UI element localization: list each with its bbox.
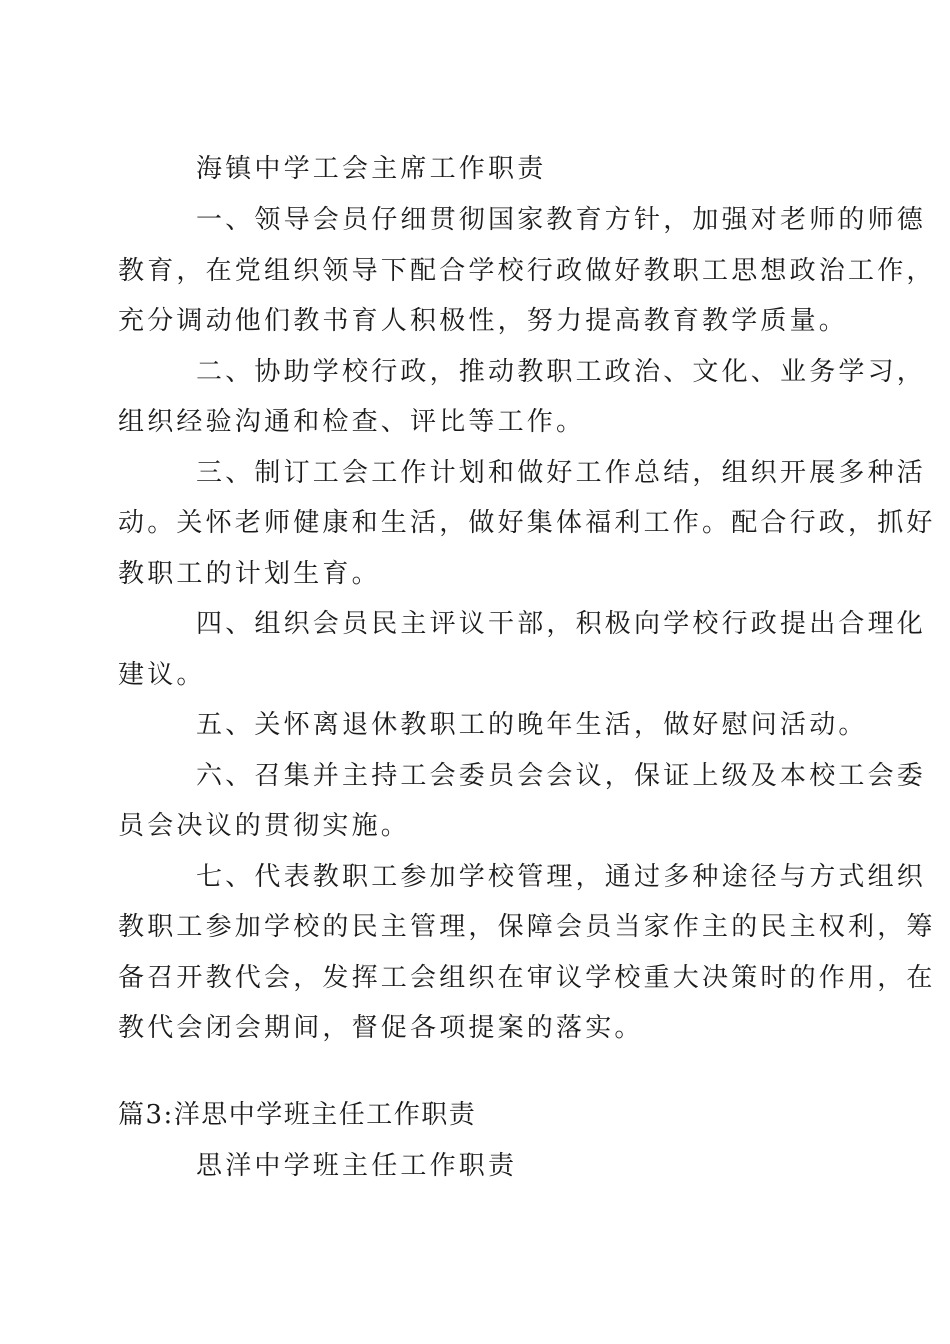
paragraph-2-line-1: 二、协助学校行政，推动教职工政治、文化、业务学习，: [196, 357, 927, 387]
part-heading: 篇3:洋思中学班主任工作职责: [118, 1100, 477, 1130]
paragraph-1-line-2: 教育，在党组织领导下配合学校行政做好教职工思想政治工作，: [118, 256, 936, 286]
paragraph-3-line-1: 三、制订工会工作计划和做好工作总结，组织开展多种活: [196, 458, 927, 488]
paragraph-7-line-1: 七、代表教职工参加学校管理，通过多种途径与方式组织: [196, 862, 927, 892]
paragraph-7-line-3: 备召开教代会，发挥工会组织在审议学校重大决策时的作用，在: [118, 963, 936, 993]
paragraph-4-line-2: 建议。: [118, 660, 206, 690]
section-title: 海镇中学工会主席工作职责: [196, 154, 547, 184]
sub-title: 思洋中学班主任工作职责: [196, 1151, 518, 1181]
paragraph-1-line-3: 充分调动他们教书育人积极性，努力提高教育教学质量。: [118, 306, 849, 336]
paragraph-4-line-1: 四、组织会员民主评议干部，积极向学校行政提出合理化: [196, 609, 927, 639]
paragraph-2-line-2: 组织经验沟通和检查、评比等工作。: [118, 407, 586, 437]
paragraph-6-line-1: 六、召集并主持工会委员会会议，保证上级及本校工会委: [196, 761, 927, 791]
paragraph-6-line-2: 员会决议的贯彻实施。: [118, 811, 411, 841]
paragraph-3-line-2: 动。关怀老师健康和生活，做好集体福利工作。配合行政，抓好: [118, 508, 936, 538]
paragraph-7-line-2: 教职工参加学校的民主管理，保障会员当家作主的民主权利，筹: [118, 912, 936, 942]
paragraph-1-line-1: 一、领导会员仔细贯彻国家教育方针，加强对老师的师德: [196, 205, 927, 235]
paragraph-5-line-1: 五、关怀离退休教职工的晚年生活，做好慰问活动。: [196, 710, 868, 740]
paragraph-3-line-3: 教职工的计划生育。: [118, 559, 381, 589]
paragraph-7-line-4: 教代会闭会期间，督促各项提案的落实。: [118, 1013, 644, 1043]
